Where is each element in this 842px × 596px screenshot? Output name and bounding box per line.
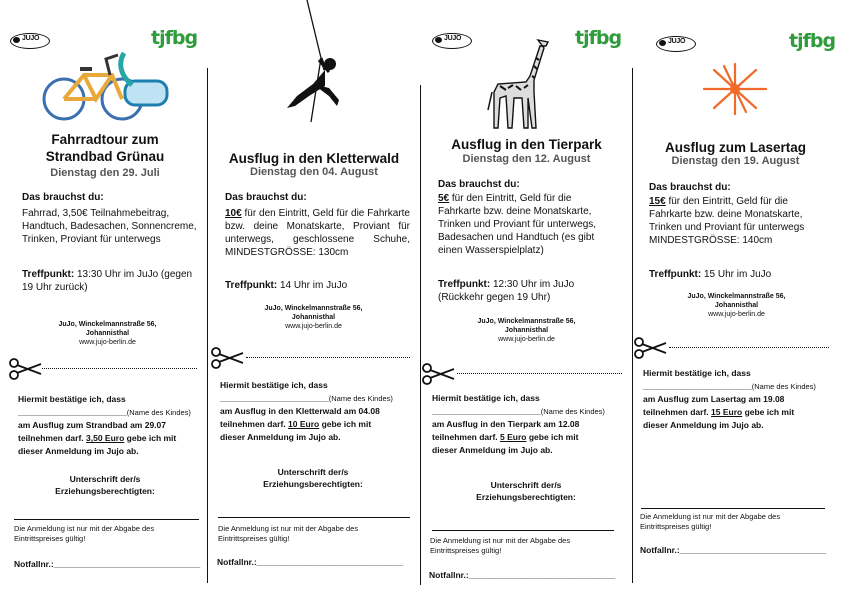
payment-note: Die Anmeldung ist nur mit der Abgabe des Eintrittspreises gültig!: [640, 512, 781, 531]
cut-line: [42, 368, 197, 369]
needs-heading: Das brauchst du:: [649, 182, 731, 193]
registration-form: Hiermit bestätige ich, dass _______________________(Name des Kindes) am Ausflug zum Lasertag am 19.08 teilnehmen darf. 15 Euro gebe ich mit dieser Anmeldung im Jujo ab.: [643, 368, 816, 430]
cut-line: [246, 357, 410, 358]
signature-label: Unterschrift der/s Erziehungsberechtigten:: [55, 474, 155, 496]
tjfbg-logo: tjfbg: [789, 30, 836, 52]
bicycle-snorkel-illustration: [40, 45, 175, 125]
flyer-title: Fahrradtour zum Strandbad Grünau: [45, 132, 165, 164]
scissors-icon: [8, 358, 42, 380]
flyer-title: Ausflug zum Lasertag: [664, 140, 807, 155]
address: JuJo, Winckelmannstraße 56, Johannisthal www.jujo-berlin.de: [58, 321, 157, 346]
needs-heading: Das brauchst du:: [438, 179, 520, 190]
address: JuJo, Winckelmannstraße 56, Johannisthal www.jujo-berlin.de: [477, 318, 576, 343]
flyer-fahrradtour: [0, 0, 207, 596]
emergency-number-field[interactable]: Notfallnr.:_______________________________: [14, 559, 201, 569]
emergency-number-field[interactable]: Notfallnr.:_______________________________: [429, 570, 616, 580]
cut-line: [457, 373, 622, 374]
flyer-title: Ausflug in den Tierpark: [451, 137, 602, 152]
needs-text: Fahrrad, 3,50€ Teilnahmebeitrag, Handtuch, Badesachen, Sonnencreme, Trinken, Proviant für unterwegs: [22, 208, 197, 245]
jujo-logo: JUJO: [10, 33, 50, 49]
flyer-title: Ausflug in den Kletterwald: [228, 151, 400, 166]
needs-text: 10€ für den Eintritt, Geld für die Fahrkarte bzw. deine Monatskarte, Proviant für unterwegs, geschlossene Schuhe, MINDESTGRÖSSE: 130cm: [225, 208, 410, 258]
payment-note: Die Anmeldung ist nur mit der Abgabe des Eintrittspreises gültig!: [430, 536, 571, 555]
emergency-number-field[interactable]: Notfallnr.:_______________________________: [640, 545, 827, 555]
jujo-logo: JUJO: [656, 36, 696, 52]
signature-line[interactable]: [432, 530, 614, 531]
signature-label: Unterschrift der/s Erziehungsberechtigten:: [263, 467, 363, 489]
needs-heading: Das brauchst du:: [22, 192, 104, 203]
needs-text: 5€ für den Eintritt, Geld für die Fahrkarte bzw. deine Monatskarte, Trinken und Proviant für unterwegs, Badesachen und Handtuch (es gibt einen Wasserspielplatz): [438, 193, 597, 256]
registration-form: Hiermit bestätige ich, dass _______________________(Name des Kindes) am Ausflug in den Tierpark am 12.08 teilnehmen darf. 5 Euro gebe ich mit dieser Anmeldung im Jujo ab.: [432, 393, 605, 455]
payment-note: Die Anmeldung ist nur mit der Abgabe des Eintrittspreises gültig!: [14, 524, 155, 543]
emergency-number-field[interactable]: Notfallnr.:_______________________________: [217, 557, 404, 567]
flyer-date: Dienstag den 04. August: [250, 166, 378, 178]
flyer-kletterwald: [208, 0, 420, 596]
signature-line[interactable]: [218, 517, 410, 518]
address: JuJo, Winckelmannstraße 56, Johannisthal www.jujo-berlin.de: [264, 305, 363, 330]
scissors-icon: [421, 363, 455, 385]
needs-heading: Das brauchst du:: [225, 192, 307, 203]
signature-line[interactable]: [641, 508, 825, 509]
registration-form: Hiermit bestätige ich, dass _______________________(Name des Kindes) am Ausflug in den Kletterwald am 04.08 teilnehmen darf. 10 Euro gebe ich mit dieser Anmeldung im Jujo ab.: [220, 380, 393, 442]
giraffe-illustration: [486, 36, 556, 131]
meeting-point: Treffpunkt: 12:30 Uhr im JuJo (Rückkehr gegen 19 Uhr): [438, 279, 575, 303]
signature-label: Unterschrift der/s Erziehungsberechtigten:: [476, 480, 576, 502]
flyer-date: Dienstag den 29. Juli: [50, 167, 160, 179]
flyer-date: Dienstag den 19. August: [671, 155, 800, 167]
address: JuJo, Winckelmannstraße 56, Johannisthal www.jujo-berlin.de: [687, 293, 786, 318]
scissors-icon: [633, 337, 667, 359]
meeting-point: Treffpunkt: 14 Uhr im JuJo: [225, 280, 348, 291]
tjfbg-logo: tjfbg: [575, 27, 622, 49]
tjfbg-logo: tjfbg: [151, 27, 198, 49]
flyer-tierpark: [421, 0, 632, 596]
cut-line: [669, 347, 829, 348]
scissors-icon: [210, 347, 244, 369]
meeting-point: Treffpunkt: 15 Uhr im JuJo: [649, 269, 772, 280]
needs-text: 15€ für den Eintritt, Geld für die Fahrkarte bzw. deine Monatskarte, Trinken und Proviant für unterwegs MINDESTGRÖSSE: 140cm: [649, 196, 805, 246]
meeting-point: Treffpunkt: 13:30 Uhr im JuJo (gegen 19 Uhr zurück): [22, 269, 193, 293]
climber-illustration: [283, 0, 348, 125]
signature-line[interactable]: [14, 519, 199, 520]
flyer-lasertag: [633, 0, 842, 596]
flyer-date: Dienstag den 12. August: [462, 153, 591, 165]
jujo-logo: JUJO: [432, 33, 472, 49]
laser-burst-icon: [700, 62, 770, 116]
payment-note: Die Anmeldung ist nur mit der Abgabe des Eintrittspreises gültig!: [218, 524, 359, 543]
registration-form: Hiermit bestätige ich, dass _______________________(Name des Kindes) am Ausflug zum Strandbad am 29.07 teilnehmen darf. 3,50 Euro gebe ich mit dieser Anmeldung im Jujo ab.: [18, 394, 191, 456]
